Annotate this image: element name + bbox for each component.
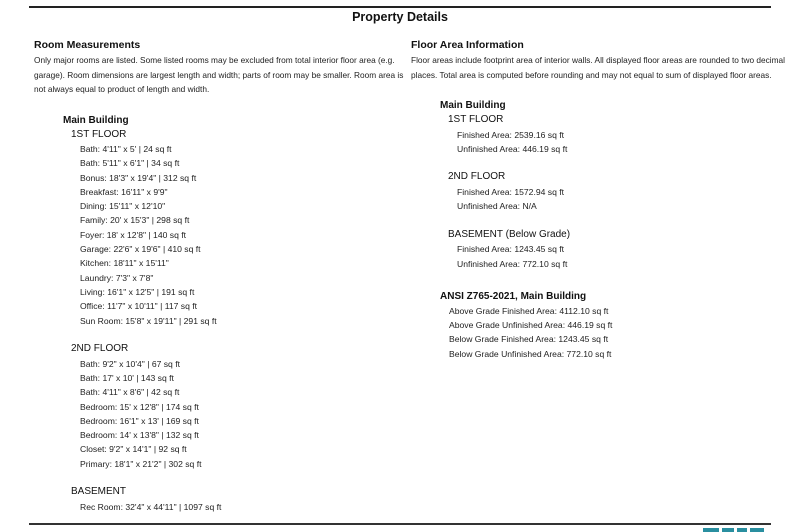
- ansi-item: Above Grade Unfinished Area: 446.19 sq ft: [449, 320, 613, 331]
- ansi-item: Above Grade Finished Area: 4112.10 sq ft: [449, 305, 609, 316]
- room-item: Bath: 9'2" x 10'4" | 67 sq ft: [80, 358, 180, 369]
- room-item: Closet: 9'2" x 14'1" | 92 sq ft: [80, 444, 187, 455]
- room-item: Family: 20' x 15'3" | 298 sq ft: [80, 215, 190, 226]
- room-item: Living: 16'1" x 12'5" | 191 sq ft: [80, 286, 195, 297]
- room-item: Bonus: 18'3" x 19'4" | 312 sq ft: [80, 172, 197, 183]
- building-name: Main Building: [63, 114, 129, 126]
- room-item: Bath: 4'11" x 5' | 24 sq ft: [80, 144, 172, 154]
- brand-logo-icon: [703, 528, 767, 532]
- floor-area-title: Floor Area Information: [411, 39, 524, 51]
- ansi-item: Below Grade Finished Area: 1243.45 sq ft: [449, 334, 609, 345]
- floor-heading: 2ND FLOOR: [448, 171, 506, 183]
- room-item: Bedroom: 14' x 13'8" | 132 sq ft: [80, 430, 199, 441]
- area-item: Unfinished Area: N/A: [457, 201, 537, 212]
- ansi-item: Below Grade Unfinished Area: 772.10 sq ft: [449, 348, 612, 359]
- room-item: Sun Room: 15'8" x 19'11" | 291 sq ft: [80, 315, 217, 326]
- room-item: Breakfast: 16'11" x 9'9": [80, 186, 168, 197]
- area-item: Finished Area: 1243.45 sq ft: [457, 244, 565, 255]
- room-item: Dining: 15'11" x 12'10": [80, 201, 166, 212]
- room-item: Primary: 18'1" x 21'2" | 302 sq ft: [80, 458, 202, 469]
- room-measurements-description: Only major rooms are listed. Some listed rooms may be excluded from total interior floor area (e.g. garage). Room dimensions are largest length and width; parts of room may be smaller. Room area is not always equal to product of length and width.: [34, 55, 404, 94]
- floor-heading: 1ST FLOOR: [448, 114, 504, 125]
- room-item: Foyer: 18' x 12'8" | 140 sq ft: [80, 229, 187, 240]
- top-divider: [29, 6, 771, 8]
- room-item: Kitchen: 18'11" x 15'11": [80, 258, 169, 269]
- room-item: Laundry: 7'3" x 7'8": [80, 272, 154, 283]
- floor-heading: 1ST FLOOR: [71, 128, 127, 140]
- area-item: Finished Area: 1572.94 sq ft: [457, 186, 565, 197]
- room-item: Bath: 5'11" x 6'1" | 34 sq ft: [80, 158, 180, 169]
- room-item: Bedroom: 15' x 12'8" | 174 sq ft: [80, 401, 199, 412]
- area-item: Unfinished Area: 772.10 sq ft: [457, 258, 568, 269]
- page-title: Property Details: [352, 10, 448, 24]
- ansi-title: ANSI Z765-2021, Main Building: [440, 290, 587, 302]
- room-item: Office: 11'7" x 10'11" | 117 sq ft: [80, 301, 198, 312]
- room-measurements-section: [34, 39, 409, 514]
- room-item: Bath: 4'11" x 8'6" | 42 sq ft: [80, 387, 180, 398]
- floor-area-section: [411, 39, 786, 361]
- floor-heading: 2ND FLOOR: [71, 343, 129, 355]
- room-measurements-title: Room Measurements: [34, 39, 141, 51]
- floor-heading: BASEMENT (Below Grade): [448, 228, 571, 240]
- room-item: Rec Room: 32'4" x 44'11" | 1097 sq ft: [80, 501, 222, 512]
- floor-area-description: Floor areas include footprint area of interior walls. All displayed floor areas are rounded to two decimal places. Total area is computed before rounding and may not equal to sum of displayed floor areas.: [411, 55, 786, 80]
- room-item: Garage: 22'6" x 19'6" | 410 sq ft: [80, 244, 201, 255]
- area-item: Finished Area: 2539.16 sq ft: [457, 129, 565, 140]
- floor-heading: BASEMENT: [71, 486, 127, 498]
- area-item: Unfinished Area: 446.19 sq ft: [457, 143, 568, 154]
- room-item: Bedroom: 16'1" x 13' | 169 sq ft: [80, 415, 199, 426]
- bottom-divider: [29, 523, 771, 525]
- building-name: Main Building: [440, 100, 506, 111]
- room-item: Bath: 17' x 10' | 143 sq ft: [80, 372, 174, 383]
